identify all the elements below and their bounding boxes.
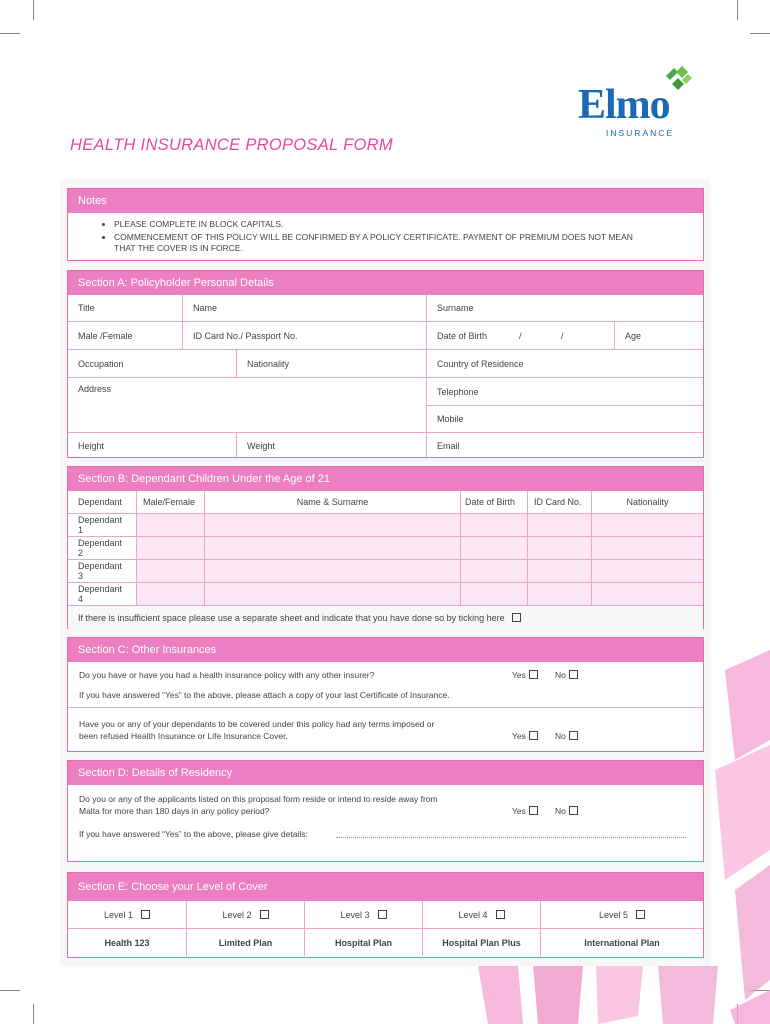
- notes-list: [68, 213, 703, 262]
- notes-header: Notes: [68, 189, 703, 213]
- plan-name: Limited Plan: [186, 929, 304, 956]
- dob-label: Date of Birth: [437, 330, 488, 341]
- nationality-cell[interactable]: [591, 560, 703, 582]
- no-checkbox[interactable]: [569, 670, 578, 679]
- name-cell[interactable]: [204, 514, 460, 536]
- crop-mark: [750, 33, 770, 34]
- question-text: been refused Health Insurance or Life Insurance Cover.: [79, 731, 288, 741]
- company-logo: [578, 62, 698, 142]
- level-checkbox[interactable]: [496, 910, 505, 919]
- level-checkbox[interactable]: [636, 910, 645, 919]
- yes-label: Yes: [512, 731, 526, 741]
- dob-cell[interactable]: [460, 583, 527, 605]
- insufficient-space-note: [68, 606, 703, 629]
- dependant-label: Dependant 1: [78, 515, 123, 535]
- no-checkbox[interactable]: [569, 731, 578, 740]
- details-input-line[interactable]: [336, 837, 686, 838]
- table-row: [68, 536, 703, 559]
- table-row: [68, 559, 703, 582]
- yes-label: Yes: [512, 670, 526, 680]
- level-label: Level 1: [103, 909, 134, 920]
- no-label: No: [555, 670, 566, 680]
- id-cell[interactable]: [527, 537, 591, 559]
- level-label: Level 3: [340, 909, 370, 920]
- no-option[interactable]: [555, 670, 578, 680]
- note-item: • COMMENCEMENT OF THIS POLICY WILL BE CONFIRMED BY A POLICY CERTIFICATE. PAYMENT OF PREMIUM DOES NOT MEAN THAT THE COVER IS IN FORCE.: [114, 232, 703, 254]
- age-field[interactable]: Age: [614, 322, 703, 349]
- weight-field[interactable]: Weight: [236, 433, 426, 459]
- dob-cell[interactable]: [460, 537, 527, 559]
- plan-name: Hospital Plan: [304, 929, 422, 956]
- country-field[interactable]: Country of Residence: [426, 350, 703, 377]
- section-b: [67, 466, 704, 629]
- level-checkbox[interactable]: [260, 910, 269, 919]
- gender-field[interactable]: Male /Female: [78, 330, 133, 341]
- footnote-text: If there is insufficient space please use a separate sheet and indicate that you have done so by ticking here: [78, 612, 505, 623]
- crop-mark: [737, 0, 738, 20]
- dependant-label: Dependant 2: [78, 538, 123, 558]
- level-option[interactable]: [186, 901, 304, 928]
- crop-mark: [33, 1004, 34, 1024]
- dob-separator: /: [561, 330, 564, 341]
- title-field[interactable]: Title: [78, 303, 95, 313]
- name-cell[interactable]: [204, 560, 460, 582]
- notes-section: [67, 188, 704, 261]
- column-header: Dependant: [78, 497, 123, 507]
- logo-subtitle: INSURANCE: [606, 128, 675, 138]
- level-label: Level 4: [458, 909, 488, 920]
- table-row: [68, 513, 703, 536]
- question-text: Do you or any of the applicants listed on this proposal form reside or intend to reside away from: [79, 794, 438, 804]
- id-cell[interactable]: [527, 514, 591, 536]
- nationality-field[interactable]: Nationality: [236, 350, 426, 377]
- telephone-field[interactable]: Telephone: [437, 386, 479, 397]
- no-option[interactable]: [555, 806, 578, 816]
- crop-mark: [33, 0, 34, 20]
- level-checkbox[interactable]: [141, 910, 150, 919]
- dependant-label: Dependant 4: [78, 584, 123, 604]
- id-cell[interactable]: [527, 583, 591, 605]
- level-option[interactable]: [422, 901, 540, 928]
- occupation-field[interactable]: Occupation: [78, 358, 124, 369]
- decorative-shapes-bottom: [478, 966, 718, 1024]
- section-c-header: Section C: Other Insurances: [68, 638, 703, 662]
- column-header: Name & Surname: [204, 491, 460, 513]
- level-option[interactable]: [304, 901, 422, 928]
- dob-separator: /: [519, 330, 522, 341]
- question-text: Do you have or have you had a health insurance policy with any other insurer?: [79, 670, 375, 680]
- column-header: Nationality: [591, 491, 703, 513]
- nationality-cell[interactable]: [591, 514, 703, 536]
- answer-note: If you have answered “Yes” to the above, please attach a copy of your last Certificate of Insurance.: [79, 690, 450, 700]
- dob-cell[interactable]: [460, 560, 527, 582]
- email-field[interactable]: Email: [426, 433, 703, 459]
- yes-option[interactable]: [512, 806, 538, 816]
- dob-cell[interactable]: [460, 514, 527, 536]
- nationality-cell[interactable]: [591, 583, 703, 605]
- level-option[interactable]: [68, 901, 186, 928]
- logo-wordmark: Elmo: [578, 82, 670, 128]
- section-d-header: Section D: Details of Residency: [68, 761, 703, 785]
- answer-note: If you have answered “Yes” to the above, please give details:: [79, 829, 308, 839]
- plan-name: Hospital Plan Plus: [422, 929, 540, 956]
- tick-here-checkbox[interactable]: [512, 613, 521, 622]
- mobile-field[interactable]: Mobile: [427, 405, 703, 432]
- plan-name: Health 123: [104, 937, 150, 948]
- dependant-label: Dependant 3: [78, 561, 123, 581]
- gender-cell[interactable]: [136, 514, 204, 536]
- crop-mark: [0, 990, 20, 991]
- column-header: ID Card No.: [527, 491, 591, 513]
- id-card-field[interactable]: ID Card No./ Passport No.: [182, 322, 426, 349]
- level-label: Level 5: [598, 909, 629, 920]
- yes-checkbox[interactable]: [529, 806, 538, 815]
- id-cell[interactable]: [527, 560, 591, 582]
- no-label: No: [555, 731, 566, 741]
- plan-name: International Plan: [540, 929, 703, 956]
- address-field[interactable]: Address: [78, 384, 112, 394]
- question-text: Have you or any of your dependants to be covered under this policy had any terms imposed or: [79, 719, 435, 729]
- note-item: • PLEASE COMPLETE IN BLOCK CAPITALS.: [114, 219, 703, 230]
- no-option[interactable]: [555, 731, 578, 741]
- section-b-header: Section B: Dependant Children Under the Age of 21: [68, 467, 703, 491]
- level-checkbox[interactable]: [378, 910, 387, 919]
- yes-checkbox[interactable]: [529, 670, 538, 679]
- table-row: [68, 582, 703, 605]
- yes-option[interactable]: [512, 670, 538, 680]
- page-title: HEALTH INSURANCE PROPOSAL FORM: [70, 136, 393, 154]
- level-label: Level 2: [222, 909, 252, 920]
- level-option[interactable]: [540, 901, 703, 928]
- section-a: [67, 270, 704, 458]
- height-field[interactable]: Height: [78, 441, 105, 451]
- nationality-cell[interactable]: [591, 537, 703, 559]
- gender-cell[interactable]: [136, 560, 204, 582]
- no-checkbox[interactable]: [569, 806, 578, 815]
- name-cell[interactable]: [204, 537, 460, 559]
- gender-cell[interactable]: [136, 537, 204, 559]
- name-field[interactable]: Name: [182, 295, 426, 321]
- column-header: Male/Female: [136, 491, 204, 513]
- no-label: No: [555, 806, 566, 816]
- section-e-header: Section E: Choose your Level of Cover: [68, 873, 703, 901]
- section-d: [67, 760, 704, 862]
- yes-checkbox[interactable]: [529, 731, 538, 740]
- yes-option[interactable]: [512, 731, 538, 741]
- yes-label: Yes: [512, 806, 526, 816]
- divider: [68, 707, 703, 708]
- section-e: [67, 872, 704, 958]
- section-c: [67, 637, 704, 752]
- surname-field[interactable]: Surname: [426, 295, 703, 321]
- question-text: Malta for more than 180 days in any policy period?: [79, 806, 270, 816]
- section-a-header: Section A: Policyholder Personal Details: [68, 271, 703, 295]
- gender-cell[interactable]: [136, 583, 204, 605]
- name-cell[interactable]: [204, 583, 460, 605]
- crop-mark: [0, 33, 20, 34]
- column-header: Date of Birth: [460, 491, 527, 513]
- dob-field[interactable]: [426, 322, 614, 349]
